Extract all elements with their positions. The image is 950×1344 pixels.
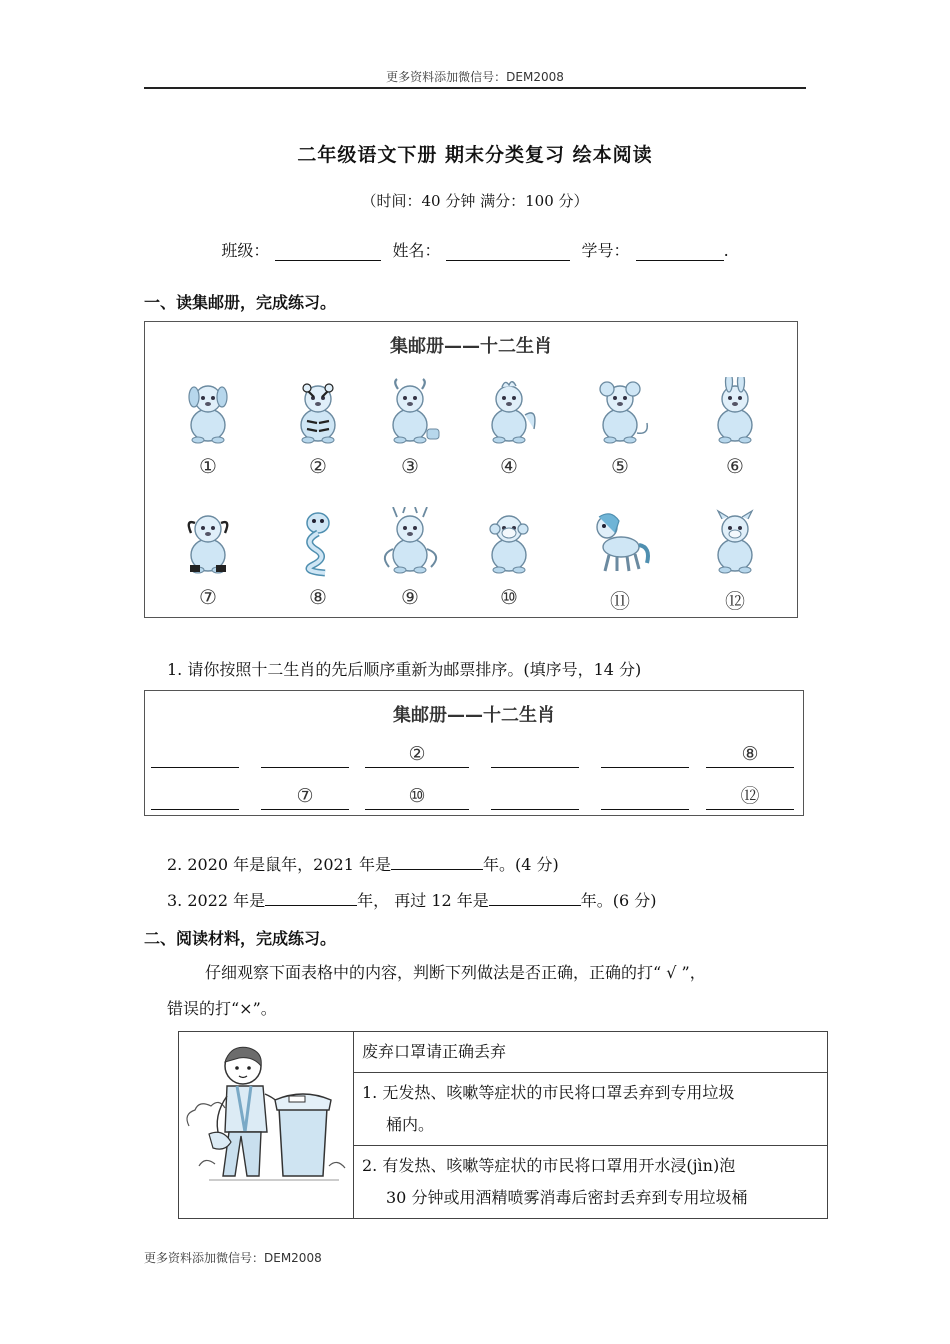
question-3-middle: 年， 再过 12 年是 bbox=[357, 891, 489, 910]
stamp-number: ⑫ bbox=[725, 589, 745, 613]
sheep-stamp-icon bbox=[173, 507, 243, 577]
stamp-number: ① bbox=[199, 454, 217, 478]
stamp-number: ⑧ bbox=[309, 585, 327, 609]
pig-stamp-icon bbox=[700, 507, 770, 577]
header-divider bbox=[144, 87, 806, 89]
question-1: 1. 请你按照十二生肖的先后顺序重新为邮票排序。(填序号，14 分) bbox=[167, 660, 642, 679]
item-1-cell bbox=[354, 1073, 828, 1146]
boy-with-trash-can-illustration bbox=[179, 1036, 353, 1204]
order-slot[interactable] bbox=[491, 783, 579, 810]
rat-stamp-icon bbox=[585, 377, 655, 447]
answer-blank[interactable] bbox=[489, 889, 581, 906]
dog-stamp-icon bbox=[173, 377, 243, 447]
id-label: 学号： bbox=[581, 241, 630, 260]
snake-stamp-icon bbox=[283, 507, 353, 577]
student-info-line bbox=[0, 238, 950, 261]
question-3-suffix: 年。(6 分) bbox=[580, 891, 657, 910]
stamp-number: ⑤ bbox=[611, 454, 629, 478]
dragon-stamp-icon bbox=[375, 507, 445, 577]
table-title-cell: 废弃口罩请正确丢弃 bbox=[354, 1032, 828, 1073]
stamp-number: ③ bbox=[401, 454, 419, 478]
name-field[interactable] bbox=[446, 242, 570, 261]
item-2-line-1: 2. 有发热、咳嗽等症状的市民将口罩用开水浸(jìn)泡 bbox=[362, 1156, 736, 1175]
name-label: 姓名： bbox=[392, 241, 441, 260]
order-slot[interactable] bbox=[261, 741, 349, 768]
rooster-stamp-icon bbox=[474, 377, 544, 447]
order-slot[interactable] bbox=[601, 783, 689, 810]
stamp-number: ⑥ bbox=[726, 454, 744, 478]
order-box bbox=[144, 690, 804, 816]
section1-heading: 一、读集邮册，完成练习。 bbox=[144, 293, 337, 312]
horse-stamp-icon bbox=[585, 507, 655, 577]
answer-blank[interactable] bbox=[265, 889, 357, 906]
order-slot[interactable] bbox=[491, 741, 579, 768]
class-label: 班级： bbox=[221, 241, 270, 260]
rabbit-stamp-icon bbox=[700, 377, 770, 447]
stamp-number: ② bbox=[309, 454, 327, 478]
question-2-prefix: 2. 2020 年是鼠年，2021 年是 bbox=[167, 855, 391, 874]
illustration-cell bbox=[179, 1032, 354, 1219]
stamp-number: ⑩ bbox=[500, 585, 518, 609]
ox-stamp-icon bbox=[375, 377, 445, 447]
order-slot[interactable] bbox=[601, 741, 689, 768]
order-box-title: 集邮册——十二生肖 bbox=[393, 705, 555, 726]
order-slot[interactable]: ⑩ bbox=[365, 783, 469, 810]
section2-heading: 二、阅读材料，完成练习。 bbox=[144, 929, 337, 948]
monkey-stamp-icon bbox=[474, 507, 544, 577]
stamp-number: ⑪ bbox=[610, 589, 630, 613]
item-1-line-2: 桶内。 bbox=[386, 1115, 435, 1134]
order-slot[interactable]: ⑦ bbox=[261, 783, 349, 810]
instruction-line-1: 仔细观察下面表格中的内容，判断下列做法是否正确，正确的打“ √ ”， bbox=[205, 963, 706, 982]
order-slot[interactable]: ⑧ bbox=[706, 741, 794, 768]
item-2-line-2: 30 分钟或用酒精喷雾消毒后密封丢弃到专用垃圾桶 bbox=[386, 1188, 748, 1207]
tiger-stamp-icon bbox=[283, 377, 353, 447]
page-title: 二年级语文下册 期末分类复习 绘本阅读 bbox=[297, 144, 653, 166]
question-2 bbox=[167, 852, 559, 875]
instruction-line-2: 错误的打“×”。 bbox=[167, 999, 277, 1018]
stamp-number: ④ bbox=[500, 454, 518, 478]
id-field[interactable] bbox=[636, 242, 724, 261]
mask-disposal-table bbox=[178, 1031, 828, 1219]
question-3 bbox=[167, 888, 657, 911]
stamp-album bbox=[144, 321, 798, 618]
answer-blank[interactable] bbox=[391, 853, 483, 870]
item-2-cell bbox=[354, 1146, 828, 1219]
page-footer: 更多资料添加微信号：DEM2008 bbox=[144, 1251, 322, 1265]
item-1-line-1: 1. 无发热、咳嗽等症状的市民将口罩丢弃到专用垃圾 bbox=[362, 1083, 735, 1102]
order-slot[interactable] bbox=[151, 783, 239, 810]
exam-info: （时间：40 分钟 满分：100 分） bbox=[361, 192, 589, 210]
stamp-number: ⑨ bbox=[401, 585, 419, 609]
page-header: 更多资料添加微信号：DEM2008 bbox=[386, 70, 564, 84]
stamp-number: ⑦ bbox=[199, 585, 217, 609]
question-3-prefix: 3. 2022 年是 bbox=[167, 891, 266, 910]
order-slot[interactable]: ② bbox=[365, 741, 469, 768]
class-field[interactable] bbox=[275, 242, 381, 261]
album-title: 集邮册——十二生肖 bbox=[390, 336, 552, 357]
end-mark: . bbox=[723, 241, 729, 260]
order-slot[interactable]: ⑫ bbox=[706, 783, 794, 810]
question-2-suffix: 年。(4 分) bbox=[482, 855, 559, 874]
order-slot[interactable] bbox=[151, 741, 239, 768]
